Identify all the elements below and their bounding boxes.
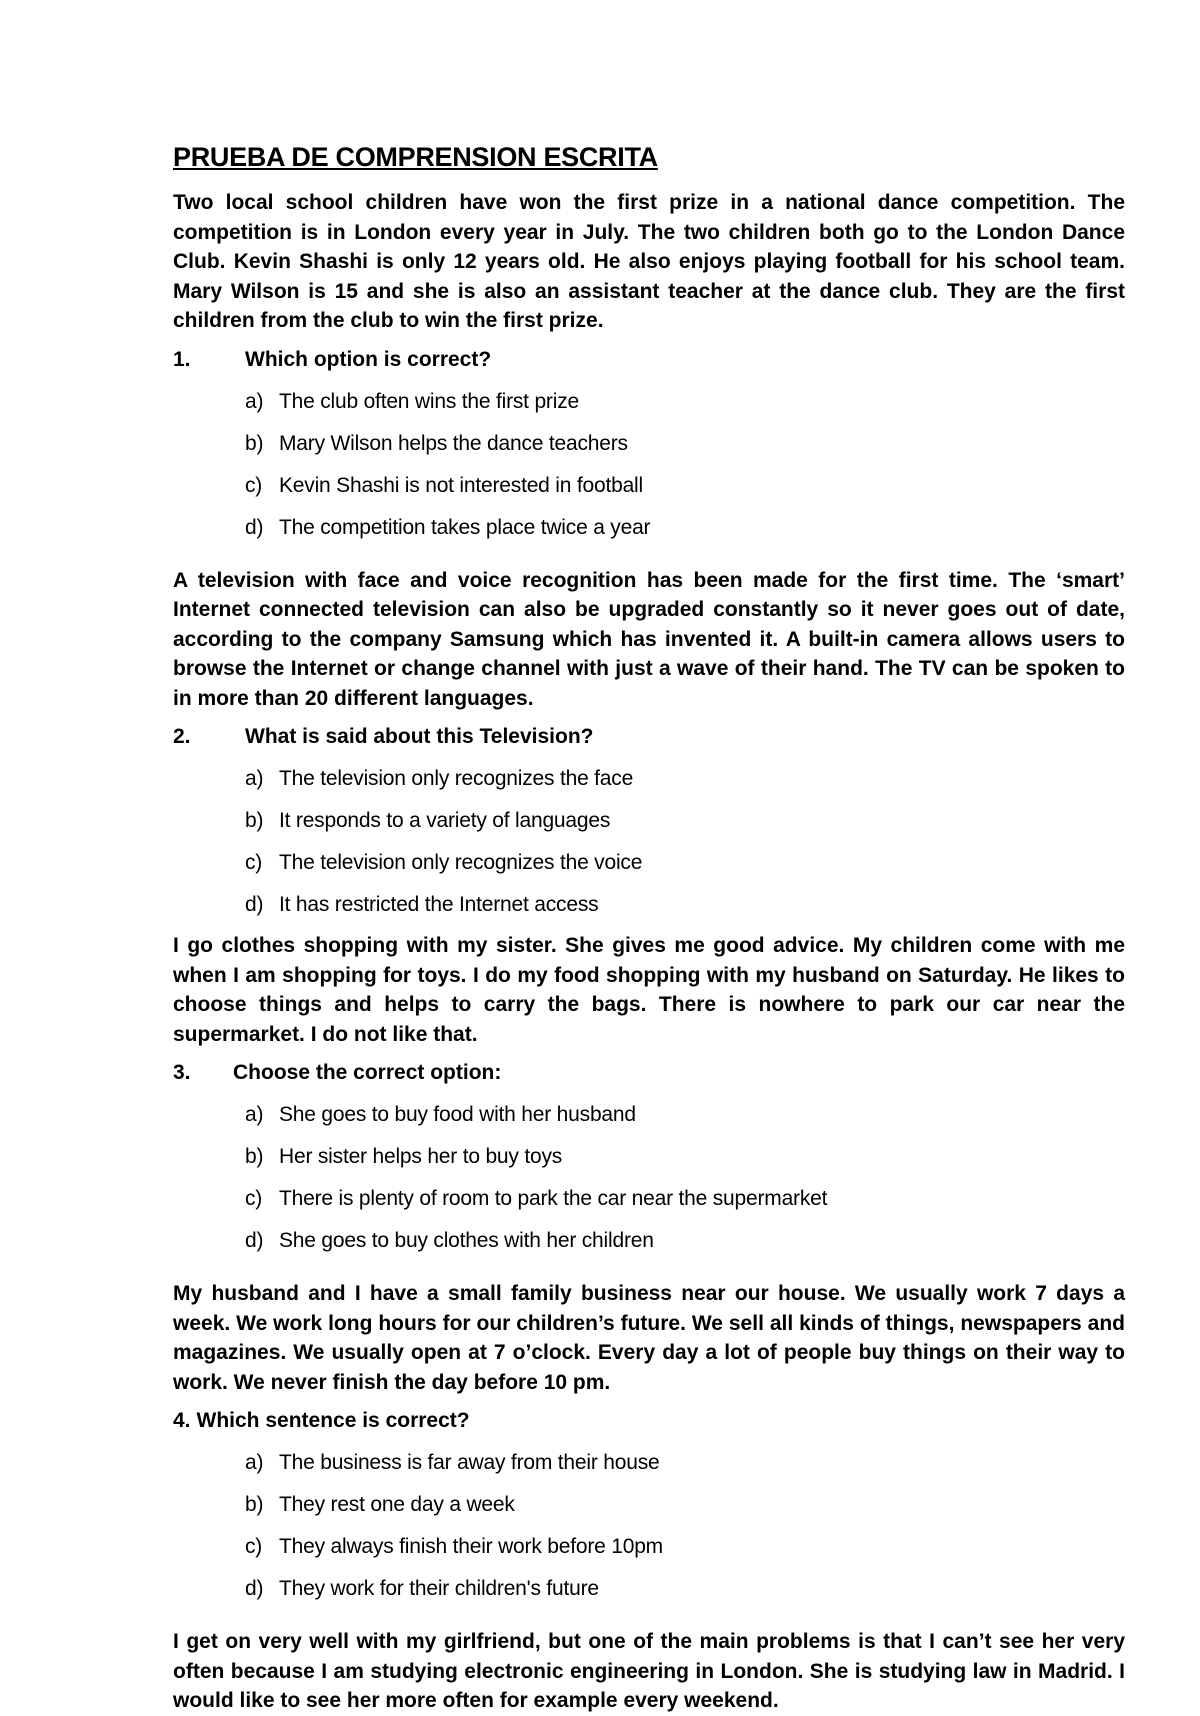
question-text: What is said about this Television? (245, 725, 594, 748)
question-2 (173, 723, 1125, 751)
option-letter: c) (245, 1535, 263, 1558)
option-a[interactable] (245, 765, 1125, 807)
question-number: 2. (173, 725, 191, 748)
option-text: She goes to buy clothes with her children (279, 1229, 654, 1252)
options-list-3 (173, 1101, 1125, 1269)
option-b[interactable] (245, 1143, 1125, 1185)
question-number: 3. (173, 1061, 191, 1084)
option-text: It has restricted the Internet access (279, 893, 599, 916)
option-letter: d) (245, 1229, 264, 1252)
passage-2: A television with face and voice recognition has been made for the first time. The ‘smart’ Internet connected television can also be upgraded constantly so it never goes out of date, according to the company Samsung which has invented it. A built-in camera allows users to browse the Internet or change channel with just a wave of their hand. The TV can be spoken to in more than 20 different languages. (173, 568, 1125, 710)
option-letter: a) (245, 389, 264, 413)
option-text: The club often wins the first prize (279, 389, 579, 413)
document-content (173, 140, 1125, 1716)
passage-1: Two local school children have won the first prize in a national dance competition. The competition is in London every year in July. The two children both go to the London Dance Club. Kevin Shashi is only 12 years old. He also enjoys playing football for his school team. Mary Wilson is 15 and she is also an assistant teacher at the dance club. They are the first children from the club to win the first prize. (173, 191, 1125, 332)
option-text: The television only recognizes the face (279, 767, 634, 790)
passage-4: My husband and I have a small family business near our house. We usually work 7 days a week. We work long hours for our children’s future. We sell all kinds of things, newspapers and magazines. We usually open at 7 o’clock. Every day a lot of people buy things on their way to work. We never finish the day before 10 pm. (173, 1282, 1125, 1394)
options-list-1 (173, 388, 1125, 556)
option-text: There is plenty of room to park the car near the supermarket (279, 1187, 828, 1210)
option-text: They rest one day a week (279, 1493, 515, 1516)
option-text: Kevin Shashi is not interested in football (279, 473, 643, 497)
option-letter: b) (245, 809, 264, 832)
question-3 (173, 1059, 1125, 1087)
option-a[interactable] (245, 388, 1125, 430)
options-list-2 (173, 765, 1125, 921)
option-a[interactable] (245, 1101, 1125, 1143)
option-b[interactable] (245, 807, 1125, 849)
option-d[interactable] (245, 1227, 1125, 1269)
option-d[interactable] (245, 891, 1125, 921)
option-letter: b) (245, 431, 264, 455)
option-letter: d) (245, 1577, 264, 1600)
option-letter: c) (245, 473, 263, 497)
option-c[interactable] (245, 1185, 1125, 1227)
option-d[interactable] (245, 514, 1125, 556)
option-letter: c) (245, 851, 263, 874)
option-text: The television only recognizes the voice (279, 851, 643, 874)
option-b[interactable] (245, 1491, 1125, 1533)
page-title: PRUEBA DE COMPRENSION ESCRITA (173, 142, 658, 172)
option-b[interactable] (245, 430, 1125, 472)
option-letter: c) (245, 1187, 263, 1210)
option-text: Her sister helps her to buy toys (279, 1145, 563, 1168)
passage-5: I get on very well with my girlfriend, but one of the main problems is that I can’t see her very often because I am studying electronic engineering in London. She is studying law in Madrid. I would like to see her more often for example every weekend. (173, 1630, 1125, 1712)
passage-3: I go clothes shopping with my sister. She gives me good advice. My children come with me when I am shopping for toys. I do my food shopping with my husband on Saturday. He likes to choose things and helps to carry the bags. There is nowhere to park our car near the supermarket. I do not like that. (173, 934, 1125, 1046)
option-letter: d) (245, 893, 264, 916)
option-text: They always finish their work before 10pm (279, 1535, 663, 1558)
option-text: It responds to a variety of languages (279, 809, 611, 832)
question-text: Which option is correct? (245, 347, 492, 371)
option-c[interactable] (245, 849, 1125, 891)
question-4 (173, 1407, 1125, 1435)
option-d[interactable] (245, 1575, 1125, 1617)
question-number: 4. (173, 1409, 191, 1432)
option-text: Mary Wilson helps the dance teachers (279, 431, 628, 455)
option-c[interactable] (245, 1533, 1125, 1575)
option-letter: b) (245, 1145, 264, 1168)
option-text: The competition takes place twice a year (279, 515, 651, 539)
question-text: Which sentence is correct? (196, 1409, 470, 1432)
option-letter: b) (245, 1493, 264, 1516)
option-text: They work for their children's future (279, 1577, 599, 1600)
question-number: 1. (173, 347, 191, 371)
option-letter: d) (245, 515, 264, 539)
option-letter: a) (245, 767, 264, 790)
option-a[interactable] (245, 1449, 1125, 1491)
option-letter: a) (245, 1103, 264, 1126)
option-letter: a) (245, 1451, 264, 1474)
question-1 (173, 346, 1125, 374)
options-list-4 (173, 1449, 1125, 1617)
option-c[interactable] (245, 472, 1125, 514)
option-text: The business is far away from their house (279, 1451, 660, 1474)
question-text: Choose the correct option: (233, 1061, 502, 1084)
option-text: She goes to buy food with her husband (279, 1103, 636, 1126)
